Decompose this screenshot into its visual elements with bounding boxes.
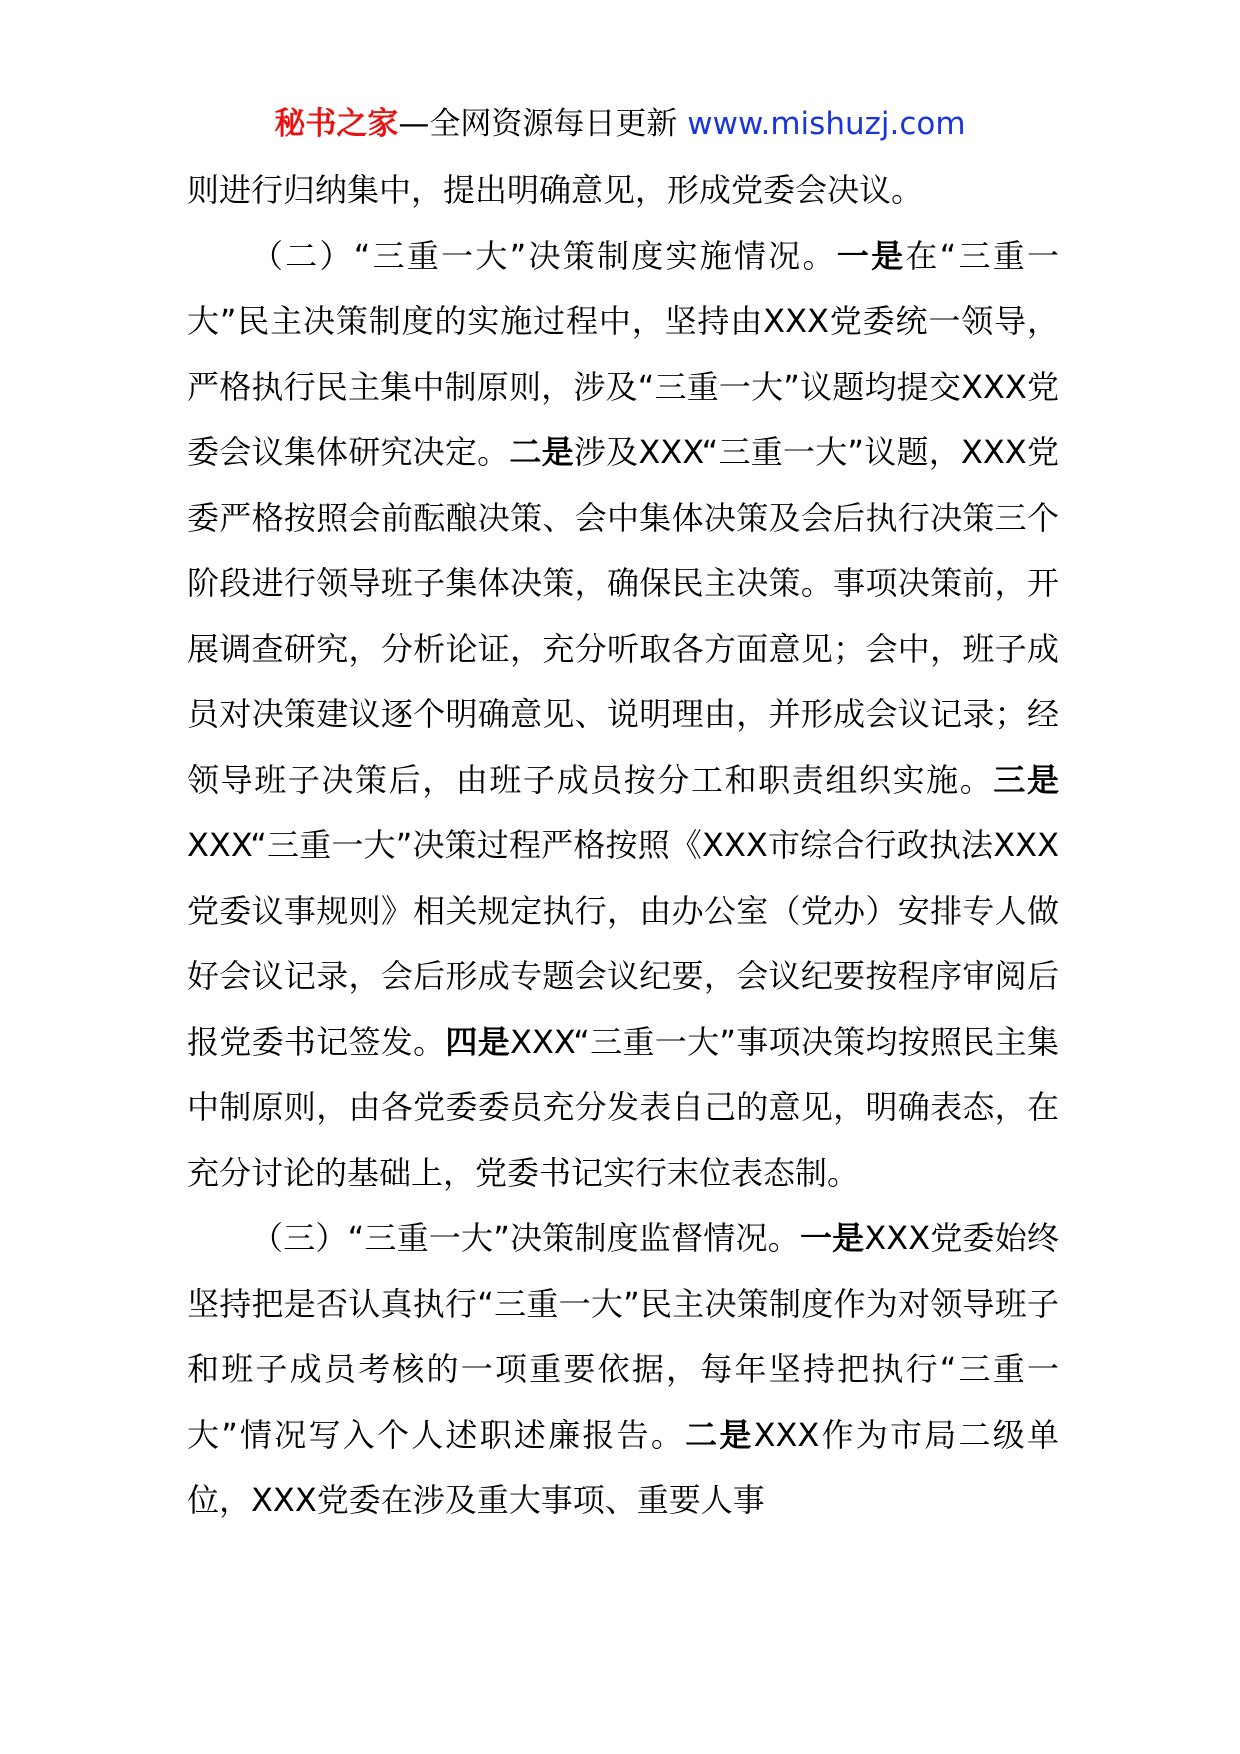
document-body — [187, 158, 1059, 1534]
point-text: XXX党委始终坚持把是否认真执行“三重一大”民主决策制度作为对领导班子和班子成员考核的一项重要依据，每年坚持把执行“三重一大”情况写入个人述职述廉报告。 — [187, 1219, 1059, 1454]
paragraph-implementation — [187, 224, 1059, 1207]
point-marker: 二是 — [509, 433, 574, 471]
site-tagline: —全网资源每日更新 — [398, 106, 678, 142]
section-heading: （三）“三重一大”决策制度监督情况。 — [251, 1219, 800, 1257]
section-heading: （二）“三重一大”决策制度实施情况。 — [251, 236, 837, 275]
site-brand: 秘书之家 — [274, 106, 399, 142]
point-marker: 二是 — [685, 1415, 754, 1454]
point-marker: 四是 — [445, 1022, 511, 1061]
point-text: 在“三重一大”民主决策制度的实施过程中，坚持由XXX党委统一领导，严格执行民主集中制原则，涉及“三重一大”议题均提交XXX党委会议集体研究决定。 — [187, 236, 1059, 471]
point-text: 涉及XXX“三重一大”议题，XXX党委严格按照会前酝酿决策、会中集体决策及会后执行决策三个阶段进行领导班子集体决策，确保民主决策。事项决策前，开展调查研究，分析论证，充分听取各方面意见；会中，班子成员对决策建议逐个明确意见、说明理由，并形成会议记录；经领导班子决策后，由班子成员按分工和职责组织实施。 — [187, 433, 1059, 799]
point-text: XXX作为市局二级单位，XXX党委在涉及重大事项、重要人事 — [187, 1415, 1059, 1519]
point-text: XXX“三重一大”决策过程严格按照《XXX市综合行政执法XXX党委议事规则》相关规定执行，由办公室（党办）安排专人做好会议记录，会后形成专题会议纪要，会议纪要按程序审阅后报党委书记签发。 — [187, 826, 1059, 1061]
point-marker: 三是 — [993, 760, 1059, 799]
paragraph-continuation: 则进行归纳集中，提出明确意见，形成党委会决议。 — [187, 171, 924, 209]
point-marker: 一是 — [836, 236, 906, 275]
point-text: XXX“三重一大”事项决策均按照民主集中制原则，由各党委委员充分发表自己的意见，明确表态，在充分讨论的基础上，党委书记实行末位表态制。 — [187, 1022, 1059, 1192]
site-url-link[interactable]: www.mishuzj.com — [687, 106, 966, 142]
paragraph-supervision — [187, 1206, 1059, 1534]
page-header — [0, 100, 1240, 148]
point-marker: 一是 — [799, 1219, 865, 1257]
